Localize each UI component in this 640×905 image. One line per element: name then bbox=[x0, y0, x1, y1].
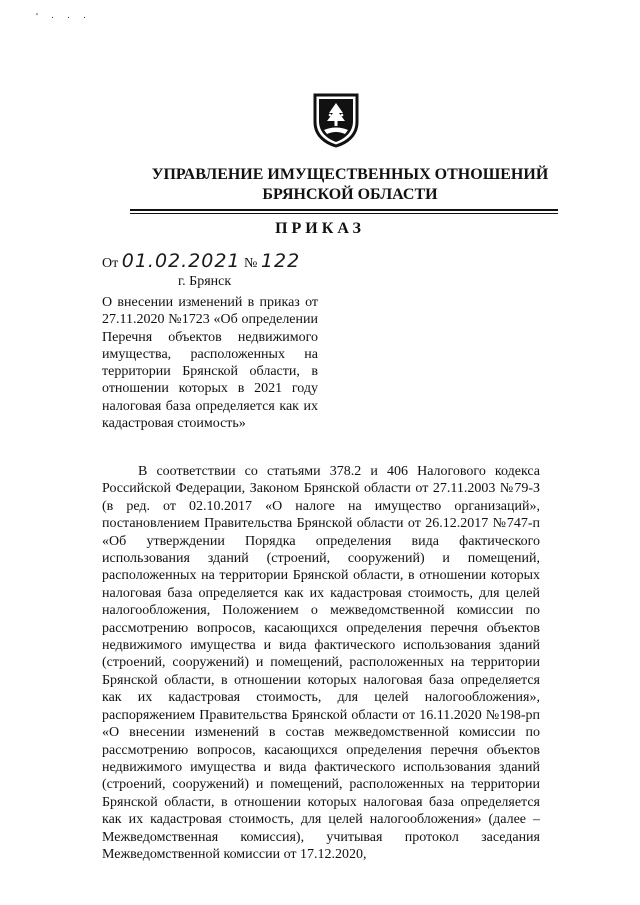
handwritten-date: 01.02.2021 bbox=[121, 250, 241, 272]
scan-marks: ' · · · bbox=[36, 12, 92, 23]
organization-title bbox=[120, 165, 580, 205]
document-type: ПРИКАЗ bbox=[275, 220, 365, 237]
date-number-line bbox=[102, 250, 300, 272]
organization-title-line1: УПРАВЛЕНИЕ ИМУЩЕСТВЕННЫХ ОТНОШЕНИЙ bbox=[151, 166, 549, 183]
bryansk-coat-of-arms-icon bbox=[312, 92, 360, 148]
subject-paragraph: О внесении изменений в приказ от 27.11.2020 №1723 «Об определении Перечня объектов недвижимого имущества, расположенных на территории Брянской области, в отношении которых в 2021 году налоговая база определяется как их кадастровая стоимость» bbox=[102, 295, 318, 432]
number-sign: № bbox=[244, 256, 258, 271]
city-label: г. Брянск bbox=[178, 274, 232, 289]
body-paragraph: В соответствии со статьями 378.2 и 406 Налогового кодекса Российской Федерации, Законом Брянской области от 27.11.2003 №79-З (в ред. от 02.10.2017 «О налоге на имущество организаций», постановлением Правительства Брянской области от 26.12.2017 №747-п «Об утверждении Порядка определения вида фактического использования зданий (строений, сооружений) и помещений, расположенных на территории Брянской области, в отношении которых налоговая база определяется как их кадастровая стоимость, для целей налогообложения, Положением о межведомственной комиссии по рассмотрению вопросов, касающихся определения перечня объектов недвижимого имущества и вида фактического использования зданий (строений, сооружений) и помещений, расположенных на территории Брянской области, в отношении которых налоговая база определяется как их кадастровая стоимость, для целей налогообложения», распоряжением Правительства Брянской области от 16.11.2020 №198-рп «О внесении изменений в состав межведомственной комиссии по рассмотрению вопросов, касающихся определения перечня объектов недвижимого имущества и вида фактического использования зданий (строений, сооружений) и помещений, расположенных на территории Брянской области, в отношении которых налоговая база определяется как их кадастровая стоимость, для целей налогообложения» (далее – Межведомственная комиссия), учитывая протокол заседания Межведомственной комиссии от 17.12.2020, bbox=[102, 464, 540, 862]
organization-title-line2: БРЯНСКОЙ ОБЛАСТИ bbox=[262, 186, 438, 203]
handwritten-number: 122 bbox=[260, 250, 301, 272]
header-rule-thick bbox=[130, 209, 558, 211]
header-rule-thin bbox=[130, 213, 558, 214]
date-prefix: От bbox=[102, 256, 119, 271]
